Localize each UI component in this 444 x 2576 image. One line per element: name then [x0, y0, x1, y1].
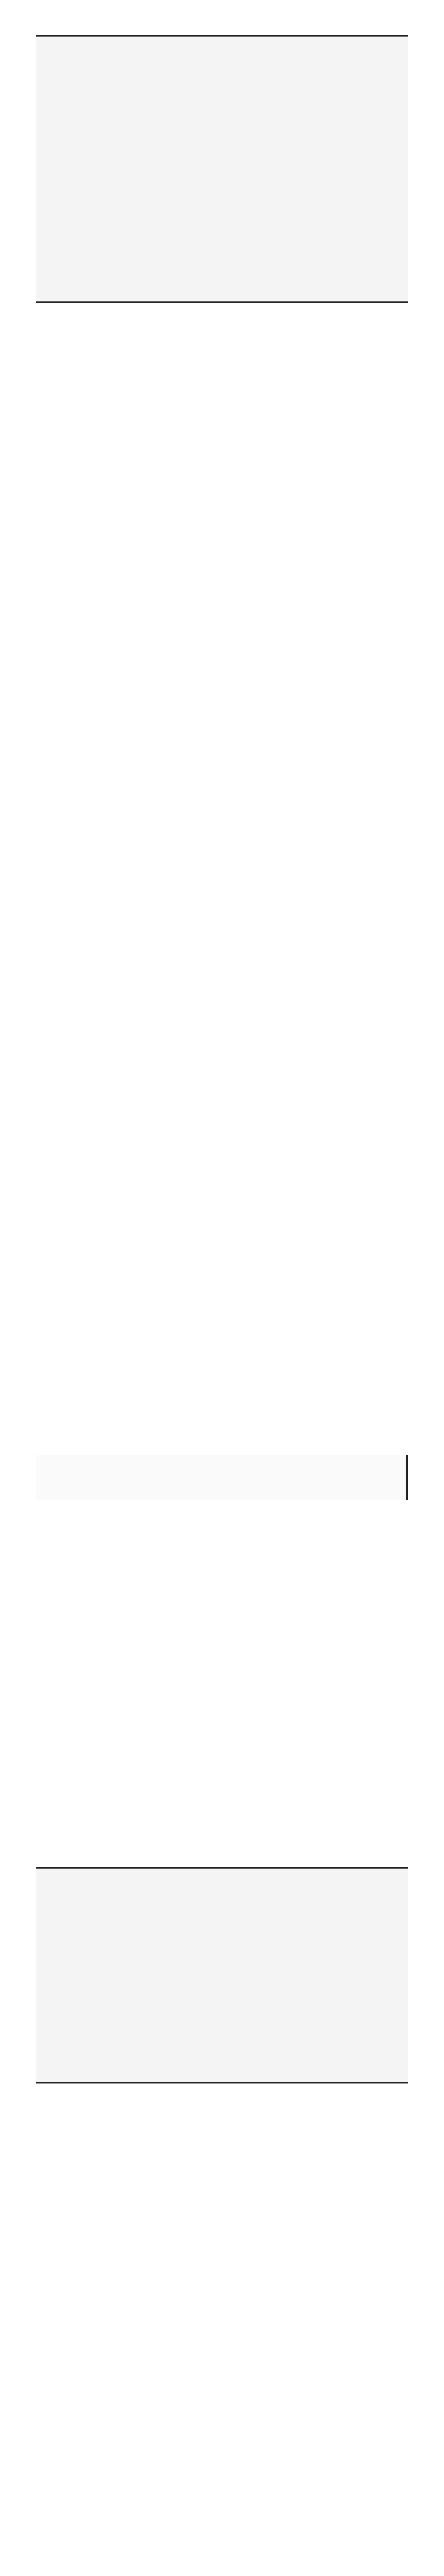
- paragraph: [36, 2405, 408, 2554]
- paragraph: [36, 1760, 408, 1853]
- inline-verse: [36, 1455, 408, 1500]
- verse-frame: [36, 35, 408, 303]
- paragraph: [36, 2128, 408, 2396]
- section-heading: [36, 2568, 408, 2576]
- verse-frame: [36, 1867, 408, 2083]
- verse-citation: [36, 1510, 408, 1527]
- paragraph: [36, 538, 408, 687]
- paragraph: [36, 799, 408, 1066]
- paragraph: [36, 1539, 408, 1751]
- paragraph: [36, 1076, 408, 1287]
- paragraph: [36, 317, 408, 529]
- paragraph: [36, 697, 408, 789]
- paragraph: [36, 1296, 408, 1446]
- surah-citation: [36, 2098, 408, 2115]
